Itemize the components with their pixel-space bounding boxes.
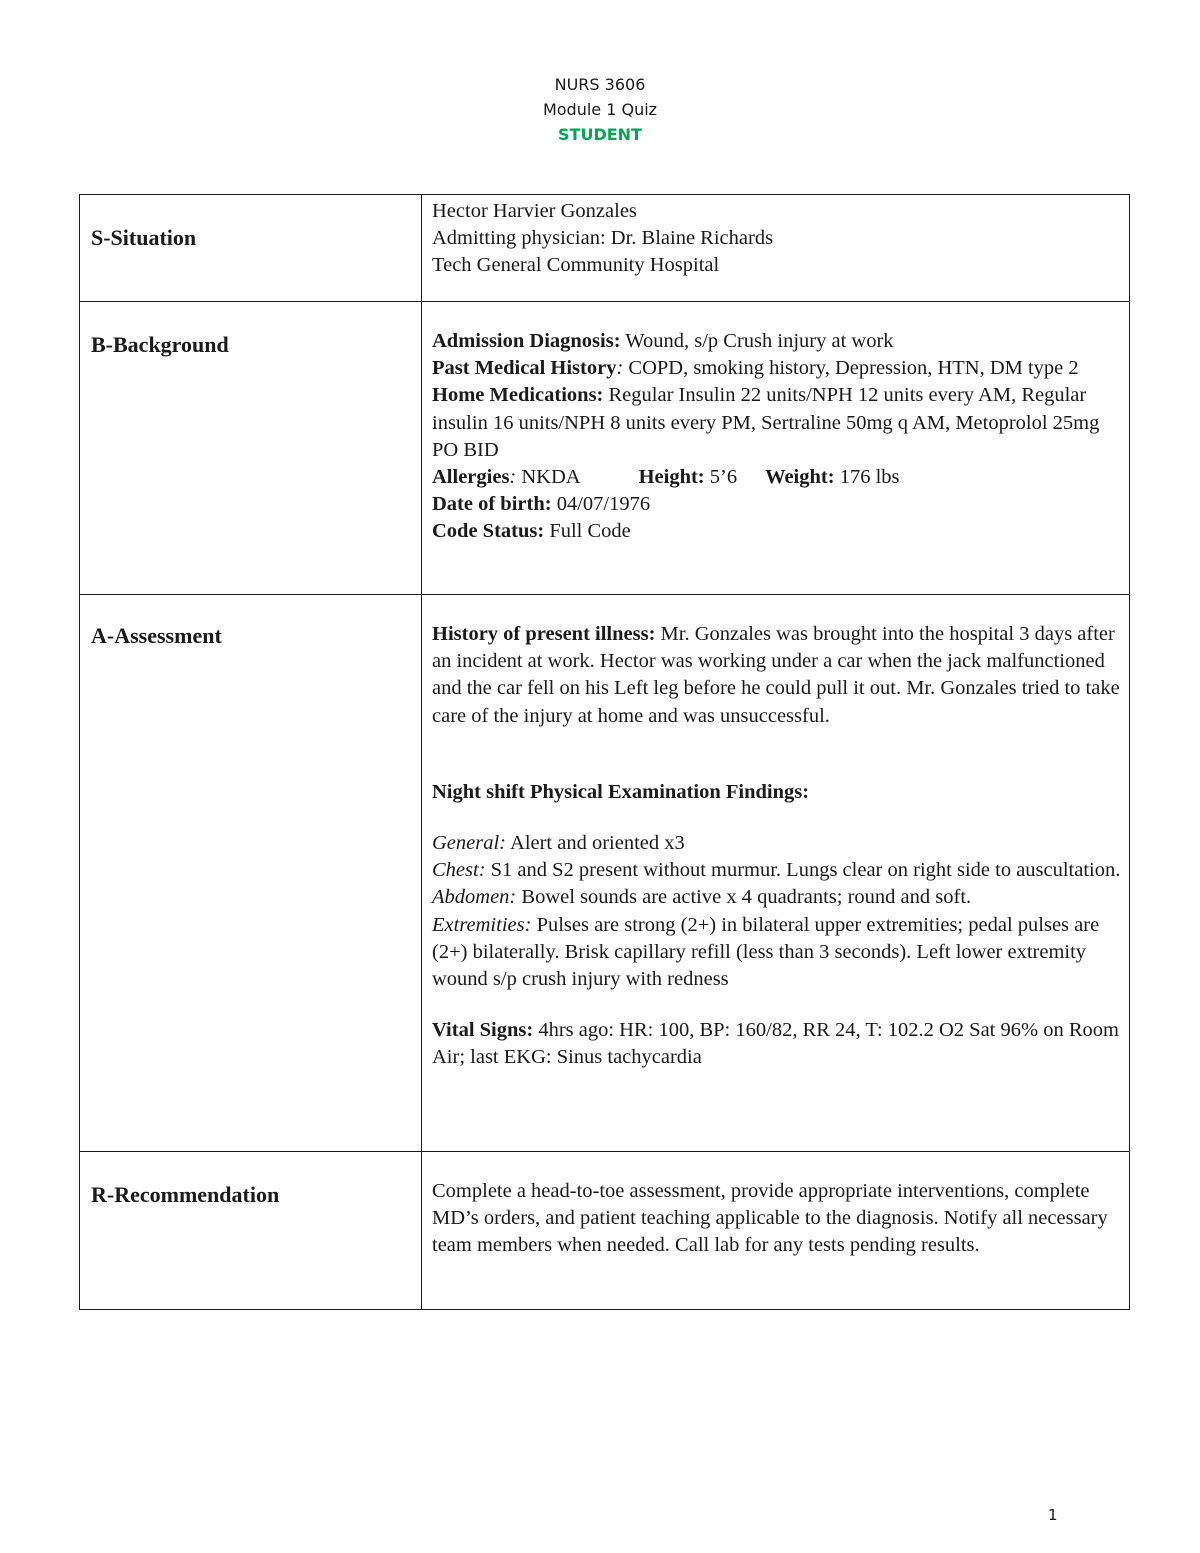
situation-label: S-Situation (91, 225, 197, 250)
patient-name: Hector Harvier Gonzales (432, 200, 637, 222)
vital-signs: Vital Signs: 4hrs ago: HR: 100, BP: 160/82, RR 24, T: 102.2 O2 Sat 96% on Room Air; last EKG: Sinus tachycardia (432, 1019, 1119, 1069)
allergies-height-weight: Allergies: NKDA Height: 5’6 Weight: 176 lbs (432, 466, 900, 489)
role-label: STUDENT (558, 125, 642, 144)
exam-general: General: Alert and oriented x3 (432, 832, 685, 855)
code-status: Code Status: Full Code (432, 520, 631, 543)
recommendation-row (80, 1152, 1130, 1310)
past-medical-history: Past Medical History: COPD, smoking history, Depression, HTN, DM type 2 (432, 357, 1079, 380)
admitting-physician: Admitting physician: Dr. Blaine Richards (432, 227, 774, 250)
background-row (80, 302, 1130, 595)
background-content (422, 302, 1130, 595)
assessment-label: A-Assessment (91, 623, 222, 648)
recommendation-content (422, 1152, 1130, 1310)
hospital-name: Tech General Community Hospital (432, 254, 720, 277)
sbar-table (79, 194, 1130, 1310)
quiz-title: Module 1 Quiz (542, 100, 658, 119)
page-number: 1 (1048, 1506, 1058, 1524)
exam-extremities: Extremities: Pulses are strong (2+) in bilateral upper extremities; pedal pulses are (2+) bilaterally. Brisk capillary refill (less than 3 seconds). Left lower extremity wound s/p crush injury with redness (432, 913, 1100, 991)
recommendation-label: R-Recommendation (91, 1182, 280, 1207)
situation-row (80, 195, 1130, 302)
situation-content (422, 195, 1130, 302)
assessment-row (80, 595, 1130, 1152)
recommendation-text: Complete a head-to-toe assessment, provide appropriate interventions, complete MD’s orders, and patient teaching applicable to the diagnosis. Notify all necessary team members when needed. Call lab for any tests pending results. (432, 1180, 1108, 1257)
exam-abdomen: Abdomen: Bowel sounds are active x 4 quadrants; round and soft. (432, 886, 972, 909)
history-present-illness: History of present illness: Mr. Gonzales was brought into the hospital 3 days after an incident at work. Hector was working under a car when the jack malfunctioned and the car fell on his Left leg before he could pull it out. Mr. Gonzales tried to take care of the injury at home and was unsuccessful. (432, 623, 1120, 727)
background-label: B-Background (91, 332, 229, 357)
course-code: NURS 3606 (554, 75, 646, 94)
home-medications: Home Medications: Regular Insulin 22 units/NPH 12 units every AM, Regular insulin 16 units/NPH 8 units every PM, Sertraline 50mg q AM, Metoprolol 25mg PO BID (432, 384, 1100, 461)
exam-chest: Chest: S1 and S2 present without murmur. Lungs clear on right side to auscultation. (432, 859, 1121, 882)
assessment-content (422, 595, 1130, 1152)
document-header (0, 72, 1200, 147)
date-of-birth: Date of birth: 04/07/1976 (432, 493, 651, 516)
admission-diagnosis: Admission Diagnosis: Wound, s/p Crush injury at work (432, 330, 894, 352)
exam-heading: Night shift Physical Examination Findings: (432, 780, 810, 803)
